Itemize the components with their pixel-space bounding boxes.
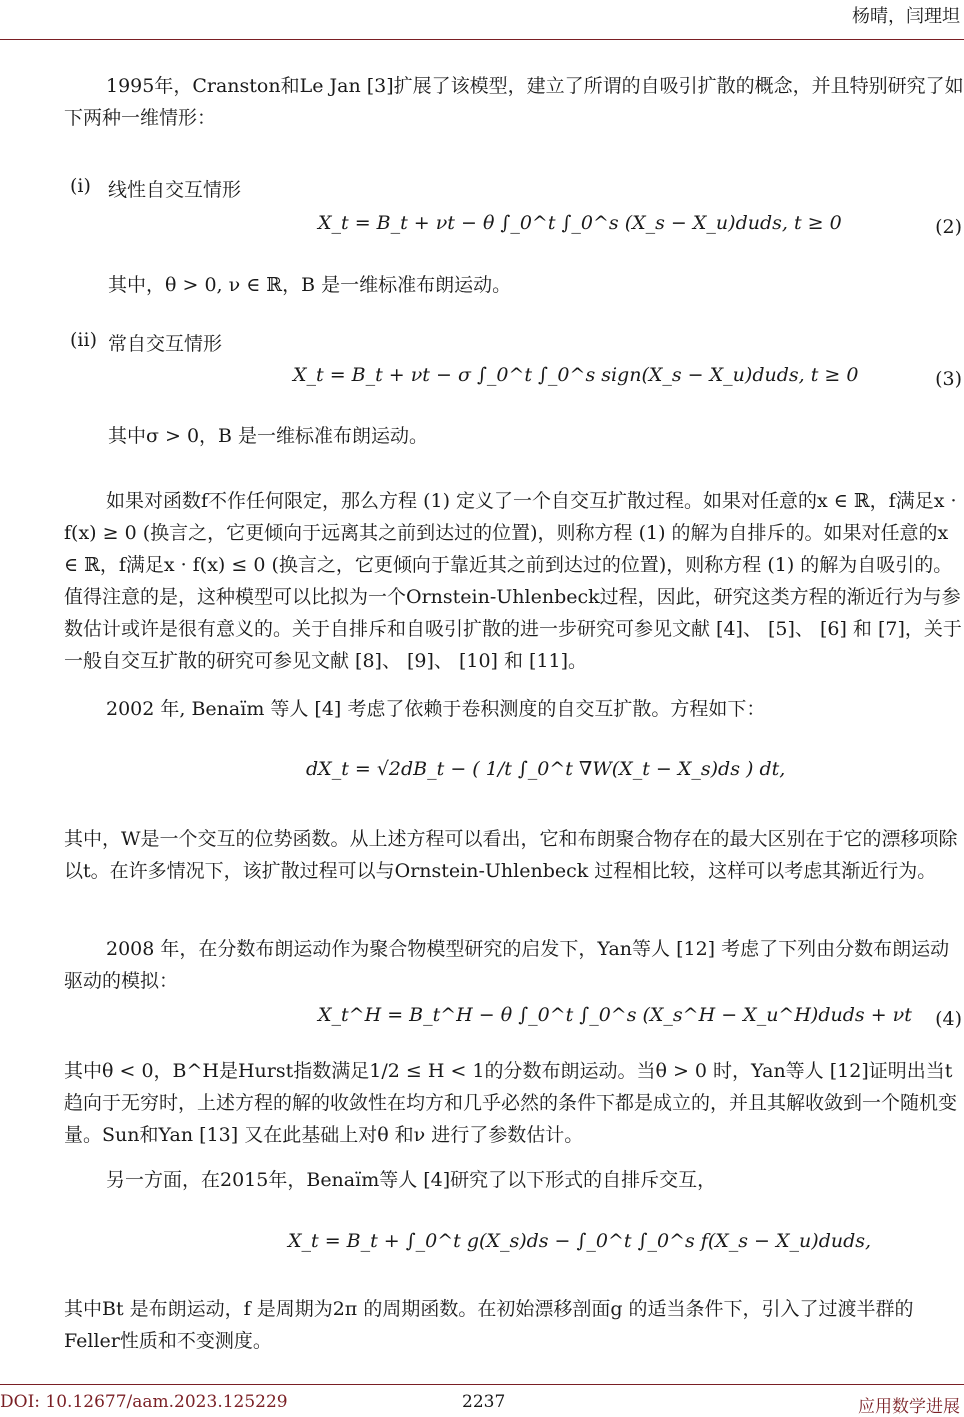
- equation-periodic: X_t = B_t + ∫_0^t g(X_s)ds − ∫_0^t ∫_0^s f(X_s − X_u)duds,: [288, 1230, 872, 1252]
- footer-journal-name[interactable]: 应用数学进展: [858, 1397, 960, 1417]
- item-title-constant: 常自交互情形: [108, 333, 223, 355]
- item-note-constant: 其中σ > 0，B 是一维标准布朗运动。: [108, 425, 429, 447]
- paragraph-feller: 其中Bt 是布朗运动，f 是周期为2π 的周期函数。在初始漂移剖面g 的适当条件下，引入了过渡半群的Feller性质和不变测度。: [64, 1298, 914, 1352]
- paragraph-potential: 其中，W是一个交互的位势函数。从上述方程可以看出，它和布朗聚合物存在的最大区别在于它的漂移项除以t。在许多情况下，该扩散过程可以与Ornstein-Uhlenbeck 过程相比较，这样可以考虑其渐近行为。: [64, 828, 958, 882]
- equation-4-number: (4): [935, 1008, 962, 1030]
- paragraph-benaim-2015: 另一方面，在2015年，Benaïm等人 [4]研究了以下形式的自排斥交互，: [106, 1169, 717, 1191]
- equation-4: X_t^H = B_t^H − θ ∫_0^t ∫_0^s (X_s^H − X_u^H)duds + νt: [318, 1004, 912, 1026]
- equation-2-number: (2): [935, 216, 962, 238]
- footer-page-number: 2237: [462, 1392, 506, 1412]
- equation-3: X_t = B_t + νt − σ ∫_0^t ∫_0^s sign(X_s − X_u)duds, t ≥ 0: [293, 364, 859, 386]
- item-label-ii: (ii): [70, 329, 97, 351]
- footer-doi-link[interactable]: DOI: 10.12677/aam.2023.125229: [0, 1392, 288, 1412]
- footer-rule: [0, 1384, 964, 1385]
- item-note-linear: 其中，θ > 0, ν ∈ ℝ，B 是一维标准布朗运动。: [108, 274, 512, 296]
- paragraph-benaim-2002: 2002 年, Benaïm 等人 [4] 考虑了依赖于卷积测度的自交互扩散。方程如下：: [106, 698, 766, 720]
- paragraph-hurst: 其中θ < 0，B^H是Hurst指数满足1/2 ≤ H < 1的分数布朗运动。当θ > 0 时，Yan等人 [12]证明出当t趋向于无穷时，上述方程的解的收敛性在均方和几乎必然的条件下都是成立的，并且其解收敛到一个随机变量。Sun和Yan [13] 又在此基础上对θ 和ν 进行了参数估计。: [64, 1060, 958, 1146]
- equation-2: X_t = B_t + νt − θ ∫_0^t ∫_0^s (X_s − X_u)duds, t ≥ 0: [318, 212, 842, 234]
- equation-3-number: (3): [935, 368, 962, 390]
- item-title-linear: 线性自交互情形: [108, 179, 242, 201]
- item-label-i: (i): [70, 175, 91, 197]
- header-rule: [0, 39, 964, 40]
- paragraph-self-interaction: 如果对函数f不作任何限定，那么方程 (1) 定义了一个自交互扩散过程。如果对任意的x ∈ ℝ，f满足x · f(x) ≥ 0 (换言之，它更倾向于远离其之前到达过的位置)，则称方程 (1) 的解为自排斥的。如果对任意的x ∈ ℝ，f满足x · f(x) ≤ 0 (换言之，它更倾向于靠近其之前到达过的位置)，则称方程 (1) 的解为自吸引的。值得注意的是，这种模型可以比拟为一个Ornstein-Uhlenbeck过程，因此，研究这类方程的渐近行为与参数估计或许是很有意义的。关于自排斥和自吸引扩散的进一步研究可参见文献 [4]、 [5]、 [6] 和 [7]，关于一般自交互扩散的研究可参见文献 [8]、 [9]、 [10] 和 [11]。: [64, 490, 962, 672]
- paragraph-intro: 1995年，Cranston和Le Jan [3]扩展了该模型，建立了所谓的自吸引扩散的概念，并且特别研究了如下两种一维情形：: [64, 75, 964, 129]
- header-authors: 杨晴，闫理坦: [852, 6, 960, 27]
- equation-benaim: dX_t = √2dB_t − ( 1/t ∫_0^t ∇W(X_t − X_s)ds ) dt,: [306, 758, 786, 780]
- paragraph-yan-2008: 2008 年，在分数布朗运动作为聚合物模型研究的启发下，Yan等人 [12] 考虑了下列由分数布朗运动驱动的模拟：: [64, 938, 950, 992]
